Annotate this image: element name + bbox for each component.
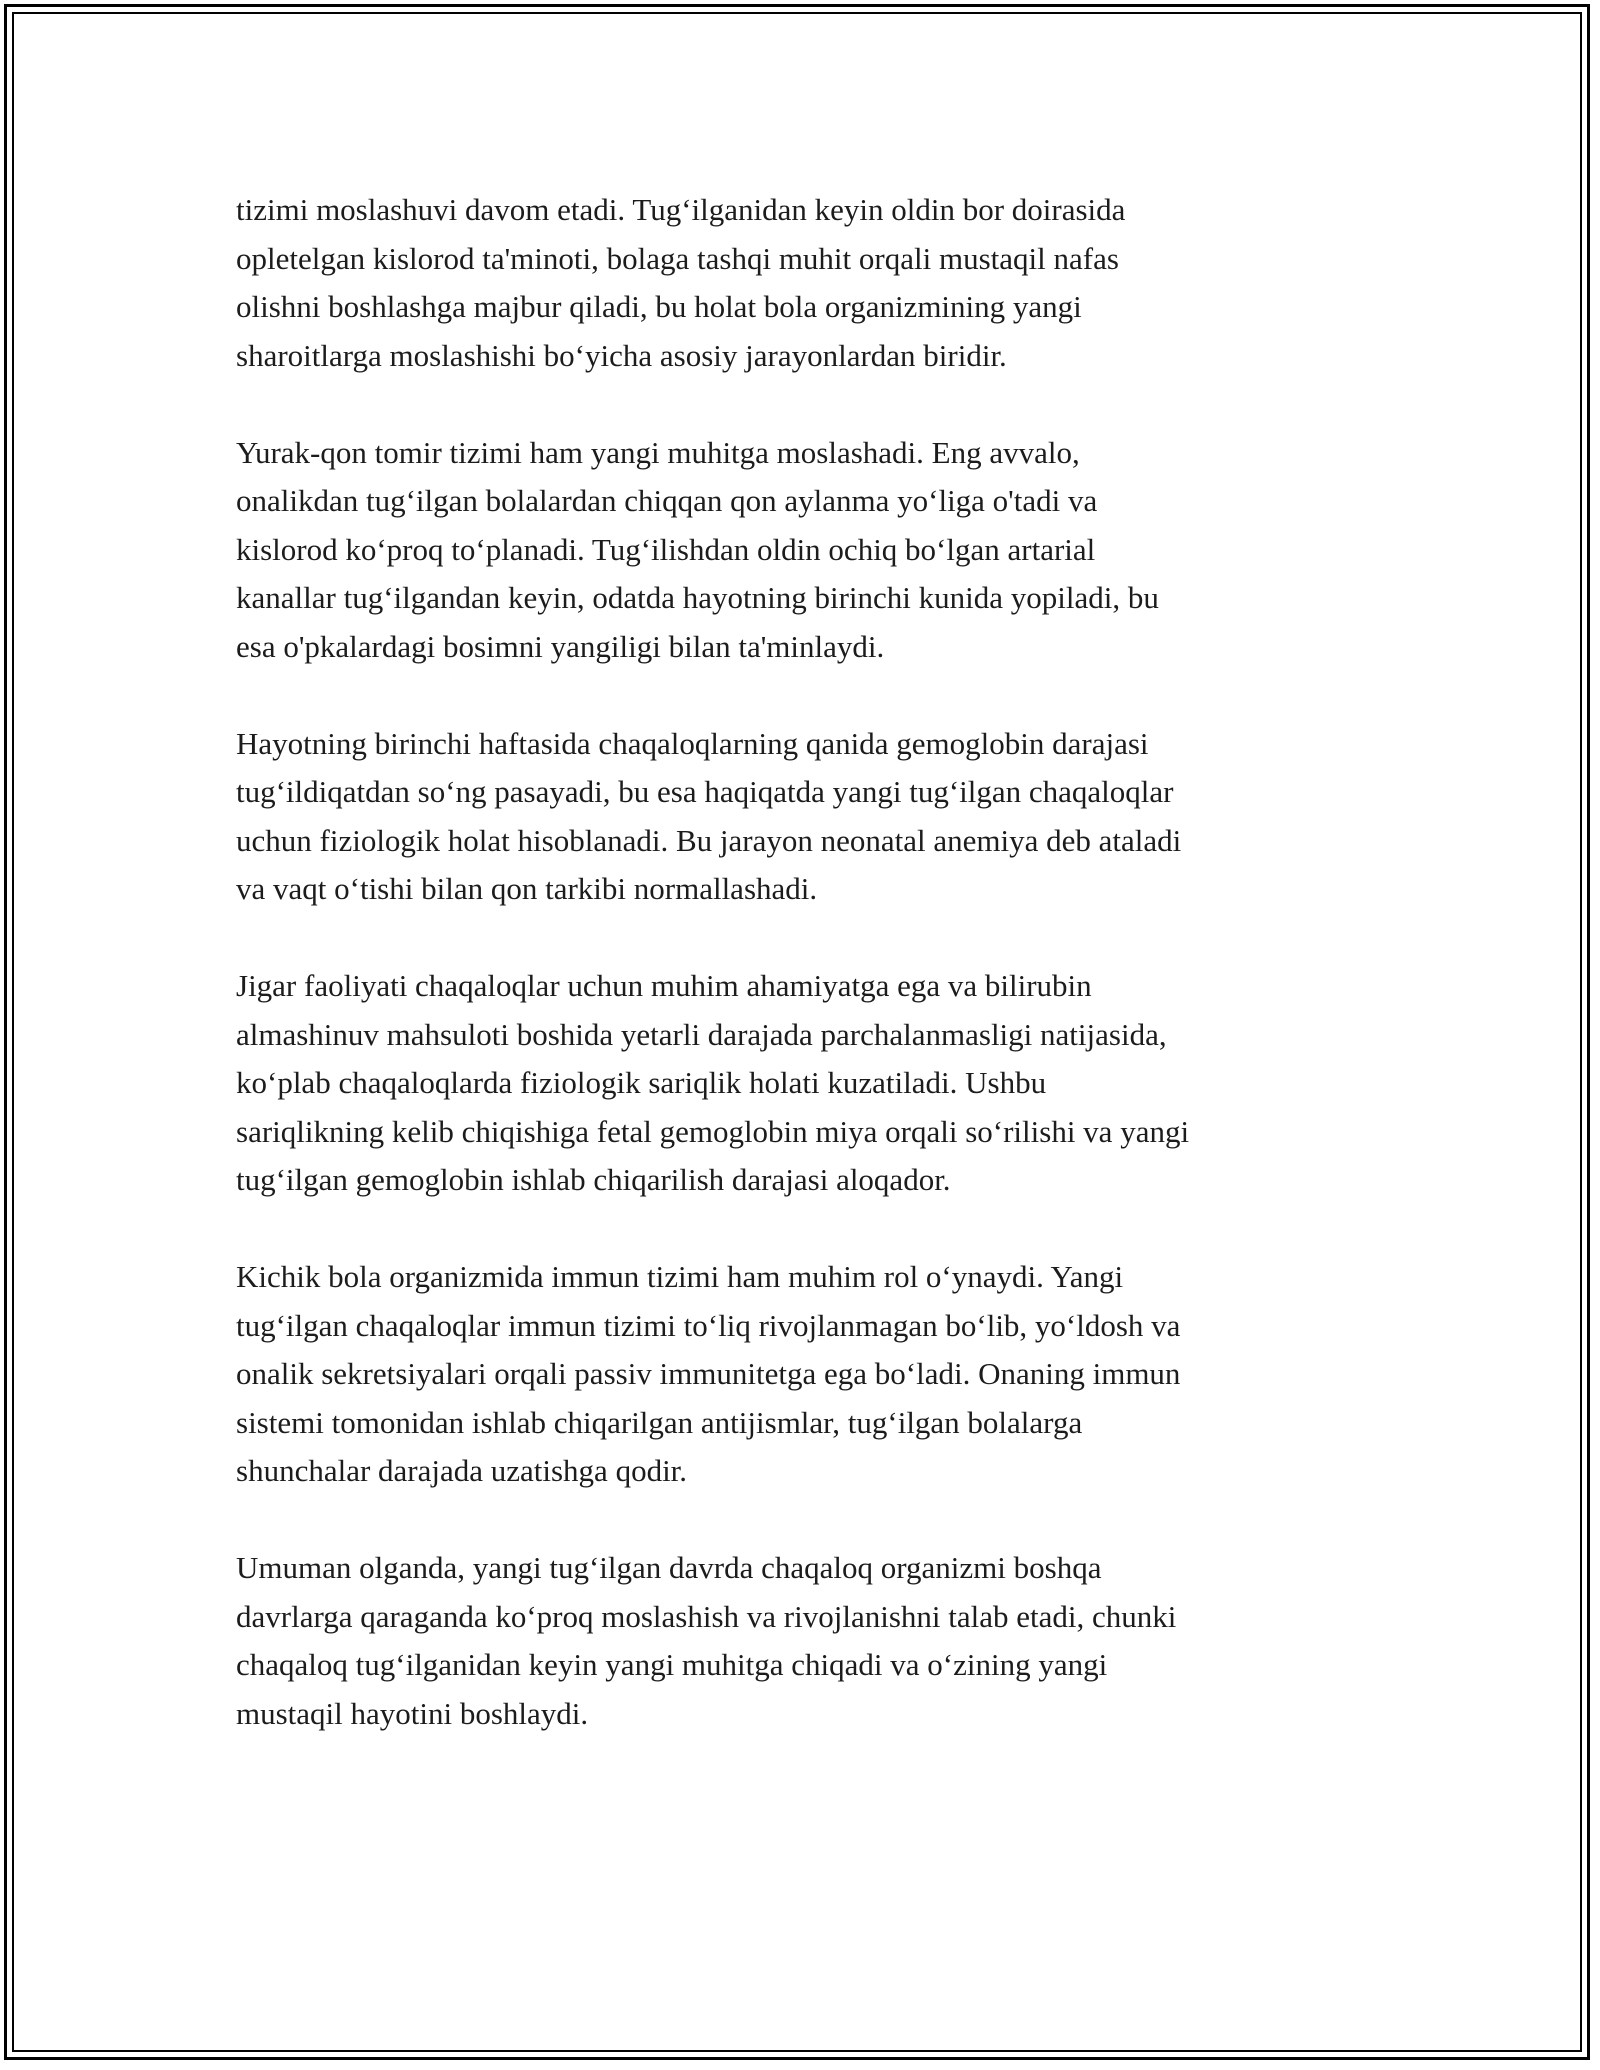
document-body (236, 186, 1376, 1787)
paragraph-immune (236, 1253, 1376, 1496)
text-line: opletelgan kislorod ta'minoti, bolaga tashqi muhit orqali mustaqil nafas (236, 240, 1119, 276)
text-line: Hayotning birinchi haftasida chaqaloqlarning qanida gemoglobin darajasi (236, 725, 1149, 761)
text-line: Yurak-qon tomir tizimi ham yangi muhitga moslashadi. Eng avvalo, (236, 434, 1080, 470)
text-line: Kichik bola organizmida immun tizimi ham muhim rol o‘ynaydi. Yangi (236, 1259, 1124, 1294)
text-line: uchun fiziologik holat hisoblanadi. Bu jarayon neonatal anemiya deb ataladi (236, 822, 1182, 858)
text-line: esa o'pkalardagi bosimni yangiligi bilan ta'minlaydi. (236, 628, 885, 664)
paragraph-respiratory (236, 186, 1376, 380)
text-line: Jigar faoliyati chaqaloqlar uchun muhim ahamiyatga ega va bilirubin (236, 968, 1092, 1003)
text-line: olishni boshlashga majbur qiladi, bu holat bola organizmining yangi (236, 289, 1082, 324)
text-line: mustaqil hayotini boshlaydi. (236, 1695, 589, 1731)
paragraph-liver (236, 962, 1376, 1205)
text-line: tug‘ilgan chaqaloqlar immun tizimi to‘liq rivojlanmagan bo‘lib, yo‘ldosh va (236, 1307, 1181, 1343)
text-line: tizimi moslashuvi davom etadi. Tug‘ilganidan keyin oldin bor doirasida (236, 192, 1126, 227)
paragraph-conclusion (236, 1544, 1376, 1738)
text-line: chaqaloq tug‘ilganidan keyin yangi muhitga chiqadi va o‘zining yangi (236, 1647, 1108, 1682)
paragraph-hemoglobin (236, 720, 1376, 914)
text-line: davrlarga qaraganda ko‘proq moslashish va rivojlanishni talab etadi, chunki (236, 1598, 1177, 1634)
text-line: Umuman olganda, yangi tug‘ilgan davrda chaqaloq organizmi boshqa (236, 1550, 1102, 1585)
text-line: almashinuv mahsuloti boshida yetarli darajada parchalanmasligi natijasida, (236, 1016, 1167, 1052)
text-line: tug‘ildiqatdan so‘ng pasayadi, bu esa haqiqatda yangi tug‘ilgan chaqaloqlar (236, 774, 1174, 809)
text-line: kanallar tug‘ilgandan keyin, odatda hayotning birinchi kunida yopiladi, bu (236, 580, 1159, 615)
text-line: sariqlikning kelib chiqishiga fetal gemoglobin miya orqali so‘rilishi va yangi (236, 1113, 1190, 1149)
text-line: tug‘ilgan gemoglobin ishlab chiqarilish darajasi aloqador. (236, 1162, 951, 1197)
text-line: onalikdan tug‘ilgan bolalardan chiqqan qon aylanma yo‘liga o'tadi va (236, 483, 1098, 518)
text-line: sistemi tomonidan ishlab chiqarilgan antijismlar, tug‘ilgan bolalarga (236, 1404, 1083, 1440)
paragraph-cardiovascular (236, 429, 1376, 672)
text-line: ko‘plab chaqaloqlarda fiziologik sariqlik holati kuzatiladi. Ushbu (236, 1065, 1047, 1100)
text-line: sharoitlarga moslashishi bo‘yicha asosiy jarayonlardan biridir. (236, 337, 1007, 373)
text-line: va vaqt o‘tishi bilan qon tarkibi normallashadi. (236, 871, 818, 906)
text-line: onalik sekretsiyalari orqali passiv immunitetga ega bo‘ladi. Onaning immun (236, 1356, 1181, 1391)
text-line: kislorod ko‘proq to‘planadi. Tug‘ilishdan oldin ochiq bo‘lgan artarial (236, 531, 1096, 567)
text-line: shunchalar darajada uzatishga qodir. (236, 1453, 688, 1488)
